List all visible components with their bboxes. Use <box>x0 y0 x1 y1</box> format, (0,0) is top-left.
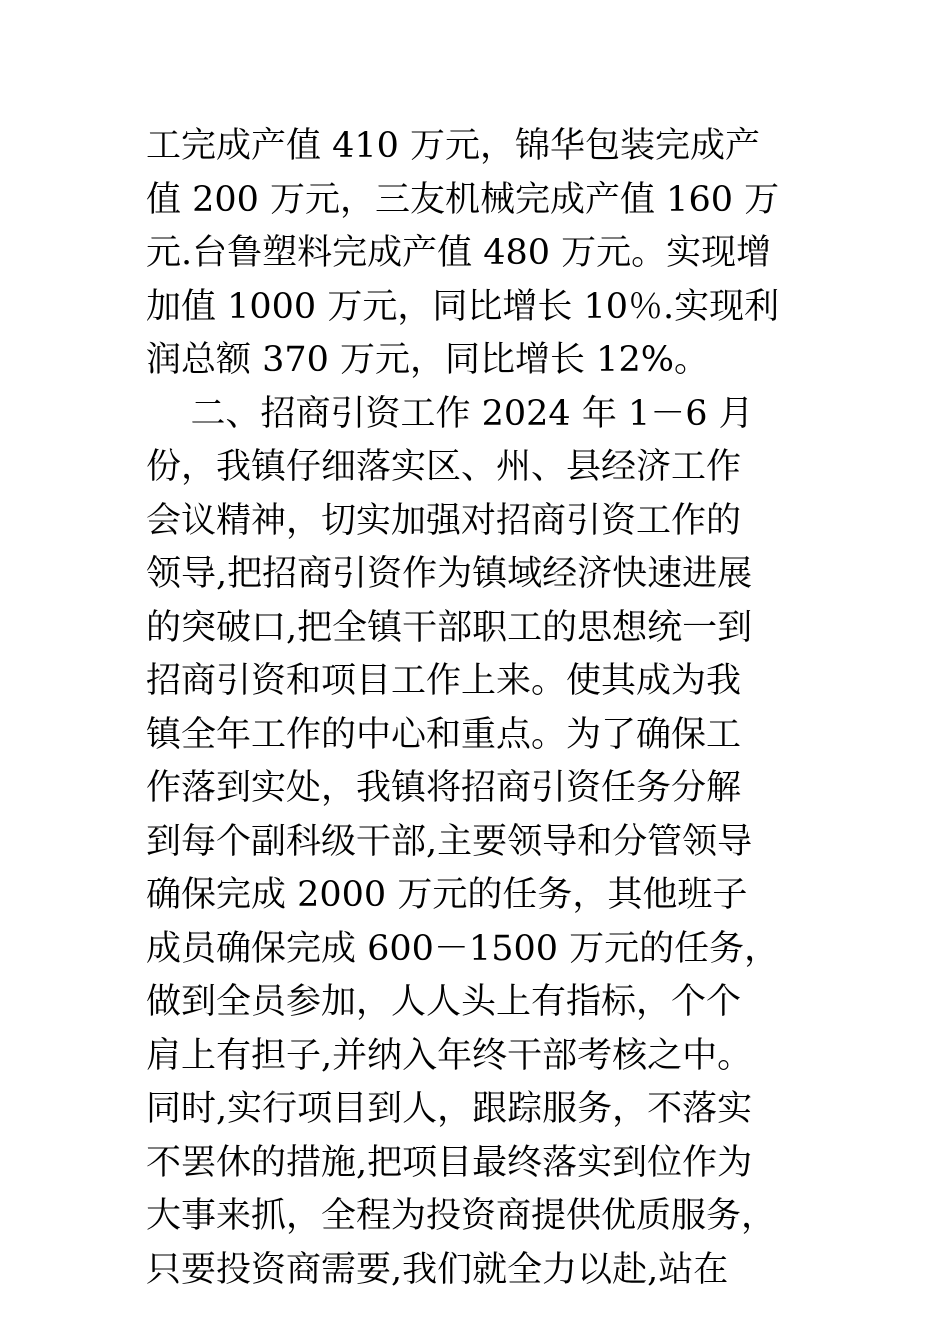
text-line: 润总额 370 万元，同比增长 12%。 <box>146 340 709 380</box>
text-line: 加值 1000 万元，同比增长 10％.实现利 <box>146 286 780 327</box>
text-line: 招商引资和项目工作上来。使其成为我 <box>146 661 742 701</box>
section-heading-line: 二、招商引资工作 2024 年 1－6 月 <box>146 393 754 434</box>
text-line: 同时,实行项目到人，跟踪服务，不落实 <box>146 1089 753 1129</box>
text-line: 不罢休的措施,把项目最终落实到位作为 <box>146 1142 753 1183</box>
text-line: 确保完成 2000 万元的任务，其他班子 <box>146 875 748 915</box>
text-line: 会议精神，切实加强对招商引资工作的 <box>146 500 742 541</box>
text-line: 肩上有担子,并纳入年终干部考核之中。 <box>146 1035 753 1076</box>
text-line: 只要投资商需要,我们就全力以赴,站在 <box>146 1249 729 1290</box>
text-line: 元.台鲁塑料完成产值 480 万元。实现增 <box>146 233 772 273</box>
text-line: 的突破口,把全镇干部职工的思想统一到 <box>146 607 753 648</box>
text-line: 工完成产值 410 万元，锦华包装完成产 <box>146 126 761 166</box>
text-line: 份，我镇仔细落实区、州、县经济工作 <box>146 447 742 487</box>
text-line: 作落到实处，我镇将招商引资任务分解 <box>146 768 742 808</box>
text-line: 到每个副科级干部,主要领导和分管领导 <box>146 821 753 862</box>
text-line: 成员确保完成 600－1500 万元的任务， <box>146 928 780 969</box>
text-line: 值 200 万元，三友机械完成产值 160 万 <box>146 179 780 220</box>
body-text <box>146 120 826 1297</box>
text-line: 领导,把招商引资作为镇域经济快速进展 <box>146 554 753 594</box>
text-line: 做到全员参加，人人头上有指标，个个 <box>146 982 742 1022</box>
text-line: 镇全年工作的中心和重点。为了确保工 <box>146 714 742 755</box>
text-line: 大事来抓，全程为投资商提供优质服务， <box>146 1196 777 1236</box>
